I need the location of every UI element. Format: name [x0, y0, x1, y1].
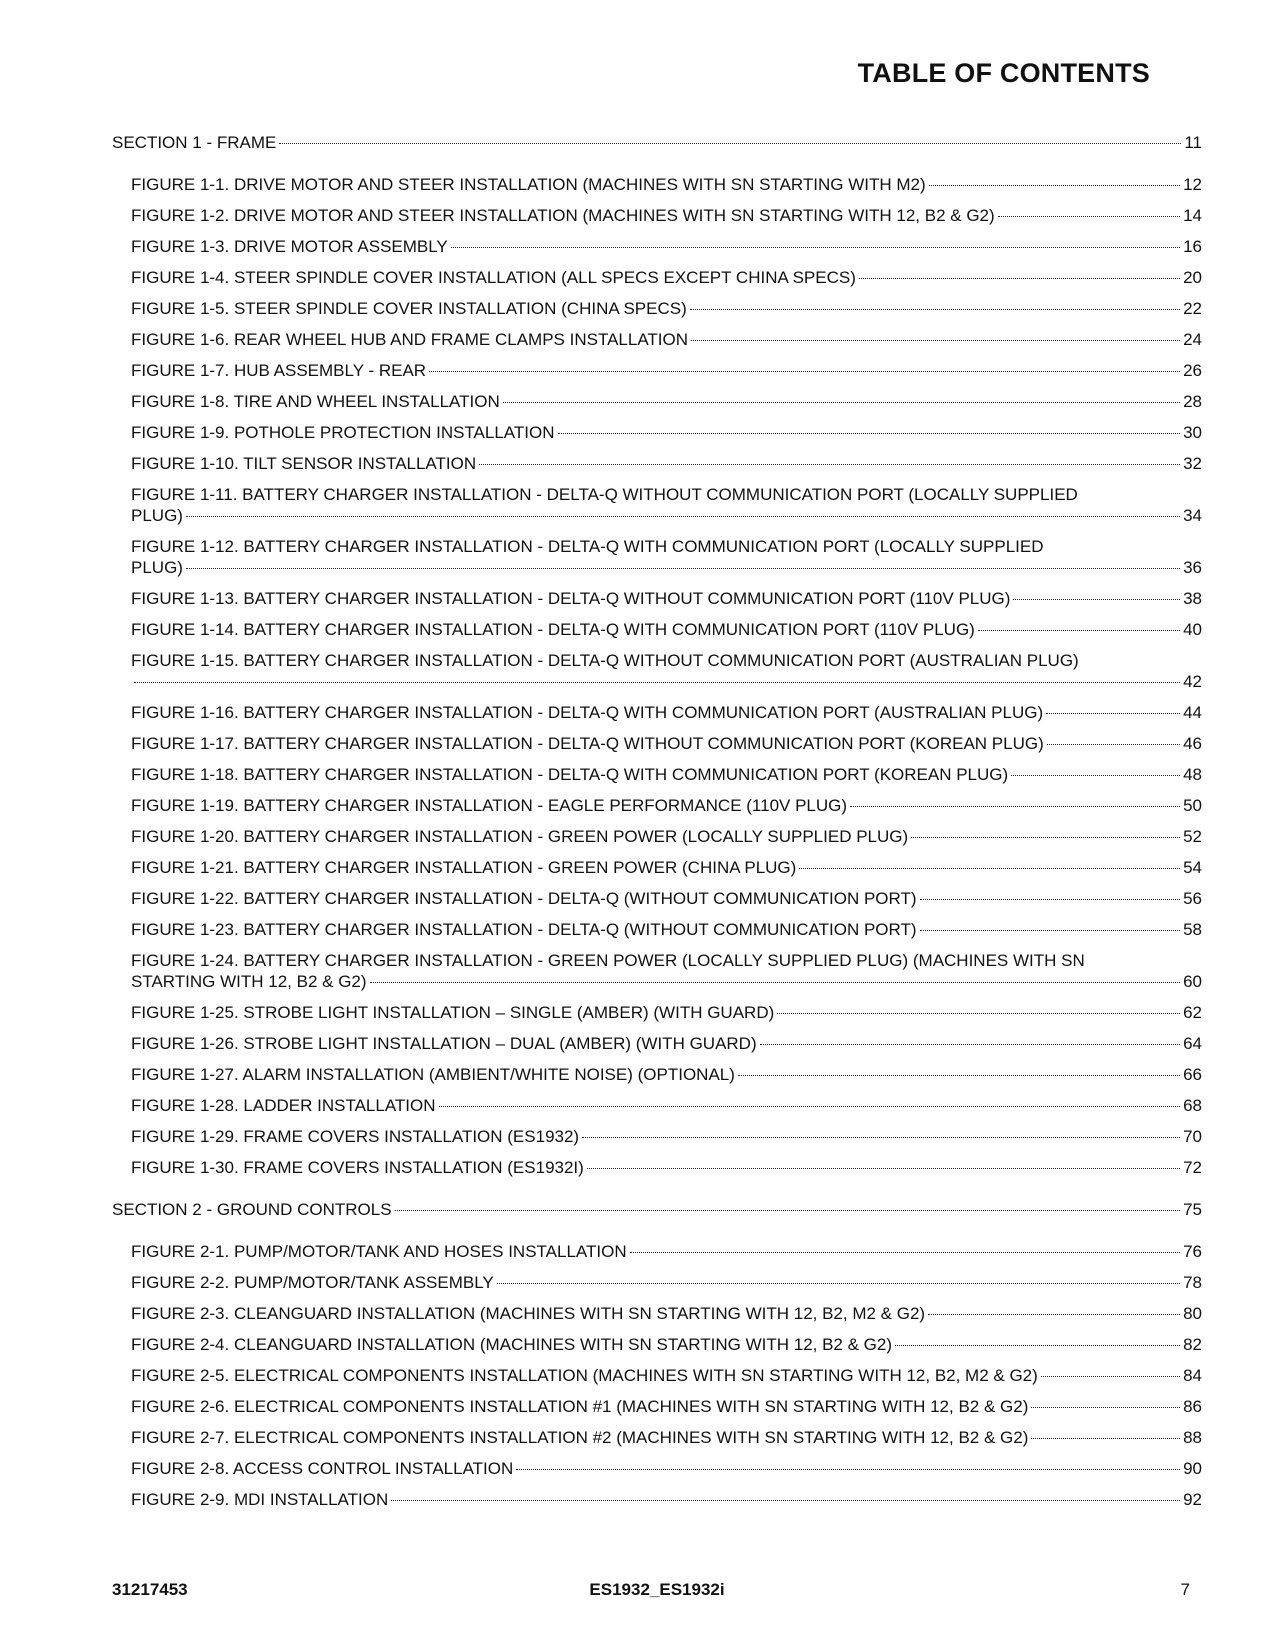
dot-leader — [479, 464, 1180, 465]
dot-leader — [760, 1044, 1180, 1045]
toc-figure-entry[interactable] — [112, 795, 1202, 816]
toc-page-number: 36 — [1183, 558, 1202, 577]
dot-leader — [920, 899, 1181, 900]
toc-entry-title: FIGURE 1-28. LADDER INSTALLATION — [131, 1096, 436, 1115]
dot-leader — [391, 1500, 1180, 1501]
toc-entry-title: FIGURE 1-29. FRAME COVERS INSTALLATION (ES1932) — [131, 1127, 580, 1146]
toc-entry-title: FIGURE 1-6. REAR WHEEL HUB AND FRAME CLAMPS INSTALLATION — [131, 330, 689, 349]
footer-page-number: 7 — [1180, 1580, 1190, 1599]
dot-leader — [1031, 1407, 1180, 1408]
toc-entry-title: FIGURE 1-9. POTHOLE PROTECTION INSTALLATION — [131, 423, 555, 442]
toc-entry-title: FIGURE 2-5. ELECTRICAL COMPONENTS INSTALLATION (MACHINES WITH SN STARTING WITH 12, B2, M2 & G2) — [131, 1366, 1038, 1385]
dot-leader — [1046, 713, 1180, 714]
toc-entry-title: FIGURE 1-17. BATTERY CHARGER INSTALLATION - DELTA-Q WITHOUT COMMUNICATION PORT (KOREAN PLUG) — [131, 734, 1044, 753]
toc-figure-entry[interactable] — [112, 422, 1202, 443]
dot-leader — [895, 1345, 1180, 1346]
dot-leader — [186, 516, 1180, 517]
toc-entry-title: FIGURE 1-19. BATTERY CHARGER INSTALLATION - EAGLE PERFORMANCE (110V PLUG) — [131, 796, 848, 815]
toc-entry-title: FIGURE 1-15. BATTERY CHARGER INSTALLATION - DELTA-Q WITHOUT COMMUNICATION PORT (AUSTRALIAN PLUG) — [131, 651, 1079, 670]
toc-figure-entry[interactable] — [112, 1095, 1202, 1116]
dot-leader — [1013, 599, 1180, 600]
toc-entry-title: FIGURE 1-24. BATTERY CHARGER INSTALLATION - GREEN POWER (LOCALLY SUPPLIED PLUG) (MACHINES WITH SN — [131, 951, 1085, 970]
toc-figure-entry[interactable] — [112, 950, 1202, 992]
toc-page-number: 86 — [1183, 1397, 1202, 1416]
toc-entry-title: FIGURE 1-27. ALARM INSTALLATION (AMBIENT/WHITE NOISE) (OPTIONAL) — [131, 1065, 735, 1084]
toc-page-number: 14 — [1183, 206, 1202, 225]
toc-figure-entry[interactable] — [112, 1064, 1202, 1085]
toc-entry-title: FIGURE 1-16. BATTERY CHARGER INSTALLATION - DELTA-Q WITH COMMUNICATION PORT (AUSTRALIAN PLUG) — [131, 703, 1044, 722]
toc-page-number: 16 — [1183, 237, 1202, 256]
toc-page-number: 75 — [1183, 1200, 1202, 1219]
toc-figure-entry[interactable] — [112, 267, 1202, 288]
toc-figure-entry[interactable] — [112, 588, 1202, 609]
dot-leader — [516, 1469, 1180, 1470]
dot-leader — [998, 216, 1180, 217]
toc-page-number: 32 — [1183, 454, 1202, 473]
toc-entry-title: FIGURE 1-7. HUB ASSEMBLY - REAR — [131, 361, 427, 380]
toc-entry-title: FIGURE 1-2. DRIVE MOTOR AND STEER INSTALLATION (MACHINES WITH SN STARTING WITH 12, B2 & G2) — [131, 206, 995, 225]
toc-page-number: 62 — [1183, 1003, 1202, 1022]
toc-page-number: 30 — [1183, 423, 1202, 442]
toc-entry-title: FIGURE 1-10. TILT SENSOR INSTALLATION — [131, 454, 477, 473]
toc-figure-entry[interactable] — [112, 1157, 1202, 1178]
toc-figure-entry[interactable] — [112, 1241, 1202, 1262]
toc-page-number: 50 — [1183, 796, 1202, 815]
toc-page-number: 80 — [1183, 1304, 1202, 1323]
toc-page-number: 56 — [1183, 889, 1202, 908]
dot-leader — [691, 340, 1180, 341]
dot-leader — [279, 143, 1181, 144]
toc-page-number: 78 — [1183, 1273, 1202, 1292]
toc-figure-entry[interactable] — [112, 1365, 1202, 1386]
dot-leader — [429, 371, 1180, 372]
dot-leader — [439, 1106, 1181, 1107]
table-of-contents — [112, 132, 1202, 1510]
toc-figure-entry[interactable] — [112, 453, 1202, 474]
toc-entry-title: FIGURE 1-30. FRAME COVERS INSTALLATION (ES1932I) — [131, 1158, 584, 1177]
toc-entry-title: FIGURE 2-2. PUMP/MOTOR/TANK ASSEMBLY — [131, 1273, 494, 1292]
toc-page-number: 28 — [1183, 392, 1202, 411]
toc-entry-title: FIGURE 1-14. BATTERY CHARGER INSTALLATION - DELTA-Q WITH COMMUNICATION PORT (110V PLUG) — [131, 620, 975, 639]
dot-leader — [799, 868, 1180, 869]
toc-page-number: 20 — [1183, 268, 1202, 287]
toc-figure-entry[interactable] — [112, 888, 1202, 909]
dot-leader — [911, 837, 1180, 838]
toc-entry-title: FIGURE 1-21. BATTERY CHARGER INSTALLATION - GREEN POWER (CHINA PLUG) — [131, 858, 797, 877]
toc-page-number: 40 — [1183, 620, 1202, 639]
dot-leader — [738, 1075, 1180, 1076]
toc-figure-entry[interactable] — [112, 733, 1202, 754]
toc-entry-title: FIGURE 1-4. STEER SPINDLE COVER INSTALLATION (ALL SPECS EXCEPT CHINA SPECS) — [131, 268, 856, 287]
toc-figure-entry[interactable] — [112, 1458, 1202, 1479]
toc-figure-entry[interactable] — [112, 174, 1202, 195]
toc-figure-entry[interactable] — [112, 360, 1202, 381]
toc-entry-title: SECTION 1 - FRAME — [112, 133, 277, 152]
toc-figure-entry[interactable] — [112, 919, 1202, 940]
toc-page-number: 34 — [1183, 506, 1202, 525]
toc-figure-entry[interactable] — [112, 619, 1202, 640]
toc-page-number: 22 — [1183, 299, 1202, 318]
toc-entry-title: FIGURE 2-7. ELECTRICAL COMPONENTS INSTALLATION #2 (MACHINES WITH SN STARTING WITH 12, B2 & G2) — [131, 1428, 1029, 1447]
toc-page-number: 88 — [1183, 1428, 1202, 1447]
toc-entry-title: FIGURE 1-18. BATTERY CHARGER INSTALLATION - DELTA-Q WITH COMMUNICATION PORT (KOREAN PLUG) — [131, 765, 1009, 784]
toc-figure-entry[interactable] — [112, 650, 1202, 692]
toc-page-number: 76 — [1183, 1242, 1202, 1261]
toc-page-number: 42 — [1183, 672, 1202, 691]
dot-leader — [395, 1210, 1180, 1211]
toc-entry-title: FIGURE 1-20. BATTERY CHARGER INSTALLATION - GREEN POWER (LOCALLY SUPPLIED PLUG) — [131, 827, 909, 846]
dot-leader — [370, 982, 1181, 983]
toc-page-number: 68 — [1183, 1096, 1202, 1115]
toc-page-number: 70 — [1183, 1127, 1202, 1146]
toc-entry-title: FIGURE 1-26. STROBE LIGHT INSTALLATION – DUAL (AMBER) (WITH GUARD) — [131, 1034, 757, 1053]
toc-page-number: 60 — [1183, 972, 1202, 991]
toc-figure-entry[interactable] — [112, 484, 1202, 526]
toc-entry-title: FIGURE 2-6. ELECTRICAL COMPONENTS INSTALLATION #1 (MACHINES WITH SN STARTING WITH 12, B2 & G2) — [131, 1397, 1029, 1416]
toc-page-number: 52 — [1183, 827, 1202, 846]
dot-leader — [1047, 744, 1180, 745]
toc-entry-title: SECTION 2 - GROUND CONTROLS — [112, 1200, 392, 1219]
dot-leader — [186, 568, 1180, 569]
toc-entry-title: FIGURE 1-1. DRIVE MOTOR AND STEER INSTALLATION (MACHINES WITH SN STARTING WITH M2) — [131, 175, 926, 194]
toc-page-number: 38 — [1183, 589, 1202, 608]
toc-figure-entry[interactable] — [112, 1334, 1202, 1355]
toc-figure-entry[interactable] — [112, 1033, 1202, 1054]
footer-model: ES1932_ES1932i — [589, 1580, 725, 1599]
toc-figure-entry[interactable] — [112, 329, 1202, 350]
toc-entry-title: FIGURE 1-25. STROBE LIGHT INSTALLATION – SINGLE (AMBER) (WITH GUARD) — [131, 1003, 775, 1022]
toc-entry-title: FIGURE 1-23. BATTERY CHARGER INSTALLATION - DELTA-Q (WITHOUT COMMUNICATION PORT) — [131, 920, 917, 939]
toc-figure-entry[interactable] — [112, 1126, 1202, 1147]
dot-leader — [503, 402, 1180, 403]
toc-page-number: 12 — [1183, 175, 1202, 194]
toc-entry-title: FIGURE 1-13. BATTERY CHARGER INSTALLATION - DELTA-Q WITHOUT COMMUNICATION PORT (110V PLUG) — [131, 589, 1011, 608]
toc-entry-title: FIGURE 1-3. DRIVE MOTOR ASSEMBLY — [131, 237, 448, 256]
toc-page-number: 46 — [1183, 734, 1202, 753]
dot-leader — [777, 1013, 1180, 1014]
toc-entry-title: FIGURE 2-3. CLEANGUARD INSTALLATION (MACHINES WITH SN STARTING WITH 12, B2, M2 & G2) — [131, 1304, 926, 1323]
toc-entry-title: FIGURE 2-1. PUMP/MOTOR/TANK AND HOSES INSTALLATION — [131, 1242, 627, 1261]
dot-leader — [1011, 775, 1180, 776]
toc-page-number: 84 — [1183, 1366, 1202, 1385]
toc-figure-entry[interactable] — [112, 205, 1202, 226]
toc-page-number: 82 — [1183, 1335, 1202, 1354]
dot-leader — [582, 1137, 1180, 1138]
toc-figure-entry[interactable] — [112, 536, 1202, 578]
toc-page-number: 11 — [1184, 133, 1202, 152]
dot-leader — [558, 433, 1181, 434]
toc-entry-title: FIGURE 1-8. TIRE AND WHEEL INSTALLATION — [131, 392, 500, 411]
dot-leader — [978, 630, 1180, 631]
toc-entry-title-continued: PLUG) — [131, 558, 183, 577]
toc-entry-title: FIGURE 2-4. CLEANGUARD INSTALLATION (MACHINES WITH SN STARTING WITH 12, B2 & G2) — [131, 1335, 893, 1354]
toc-page-number: 90 — [1183, 1459, 1202, 1478]
toc-figure-entry[interactable] — [112, 236, 1202, 257]
toc-page-number: 64 — [1183, 1034, 1202, 1053]
dot-leader — [690, 309, 1180, 310]
toc-entry-title-continued: STARTING WITH 12, B2 & G2) — [131, 972, 367, 991]
toc-figure-entry[interactable] — [112, 1303, 1202, 1324]
dot-leader — [920, 930, 1181, 931]
toc-figure-entry[interactable] — [112, 764, 1202, 785]
dot-leader — [134, 682, 1180, 683]
toc-entry-title: FIGURE 1-22. BATTERY CHARGER INSTALLATION - DELTA-Q (WITHOUT COMMUNICATION PORT) — [131, 889, 917, 908]
toc-figure-entry[interactable] — [112, 1396, 1202, 1417]
toc-page-number: 66 — [1183, 1065, 1202, 1084]
toc-figure-entry[interactable] — [112, 1002, 1202, 1023]
dot-leader — [497, 1283, 1180, 1284]
footer-doc-number: 31217453 — [112, 1580, 188, 1599]
toc-figure-entry[interactable] — [112, 826, 1202, 847]
toc-page-number: 44 — [1183, 703, 1202, 722]
toc-page-number: 26 — [1183, 361, 1202, 380]
dot-leader — [630, 1252, 1180, 1253]
dot-leader — [929, 185, 1180, 186]
dot-leader — [587, 1168, 1180, 1169]
toc-figure-entry[interactable] — [112, 1489, 1202, 1510]
page-title: TABLE OF CONTENTS — [857, 58, 1150, 88]
toc-figure-entry[interactable] — [112, 298, 1202, 319]
dot-leader — [1041, 1376, 1180, 1377]
toc-section-entry[interactable] — [112, 1199, 1202, 1220]
toc-page-number: 92 — [1183, 1490, 1202, 1509]
toc-entry-title: FIGURE 2-9. MDI INSTALLATION — [131, 1490, 389, 1509]
dot-leader — [1031, 1438, 1180, 1439]
toc-figure-entry[interactable] — [112, 1272, 1202, 1293]
toc-entry-title: FIGURE 1-11. BATTERY CHARGER INSTALLATION - DELTA-Q WITHOUT COMMUNICATION PORT (LOCALLY SUPPLIED — [131, 485, 1078, 504]
toc-section-entry[interactable] — [112, 132, 1202, 153]
toc-entry-title: FIGURE 1-5. STEER SPINDLE COVER INSTALLATION (CHINA SPECS) — [131, 299, 687, 318]
toc-figure-entry[interactable] — [112, 391, 1202, 412]
toc-figure-entry[interactable] — [112, 857, 1202, 878]
toc-page-number: 48 — [1183, 765, 1202, 784]
toc-entry-title-continued: PLUG) — [131, 506, 183, 525]
toc-page-number: 58 — [1183, 920, 1202, 939]
toc-figure-entry[interactable] — [112, 702, 1202, 723]
dot-leader — [859, 278, 1180, 279]
toc-entry-title: FIGURE 2-8. ACCESS CONTROL INSTALLATION — [131, 1459, 514, 1478]
toc-entry-title: FIGURE 1-12. BATTERY CHARGER INSTALLATION - DELTA-Q WITH COMMUNICATION PORT (LOCALLY SUPPLIED — [131, 537, 1044, 556]
dot-leader — [928, 1314, 1180, 1315]
toc-page-number: 72 — [1183, 1158, 1202, 1177]
dot-leader — [451, 247, 1180, 248]
toc-figure-entry[interactable] — [112, 1427, 1202, 1448]
toc-page-number: 54 — [1183, 858, 1202, 877]
toc-page-number: 24 — [1183, 330, 1202, 349]
dot-leader — [850, 806, 1180, 807]
